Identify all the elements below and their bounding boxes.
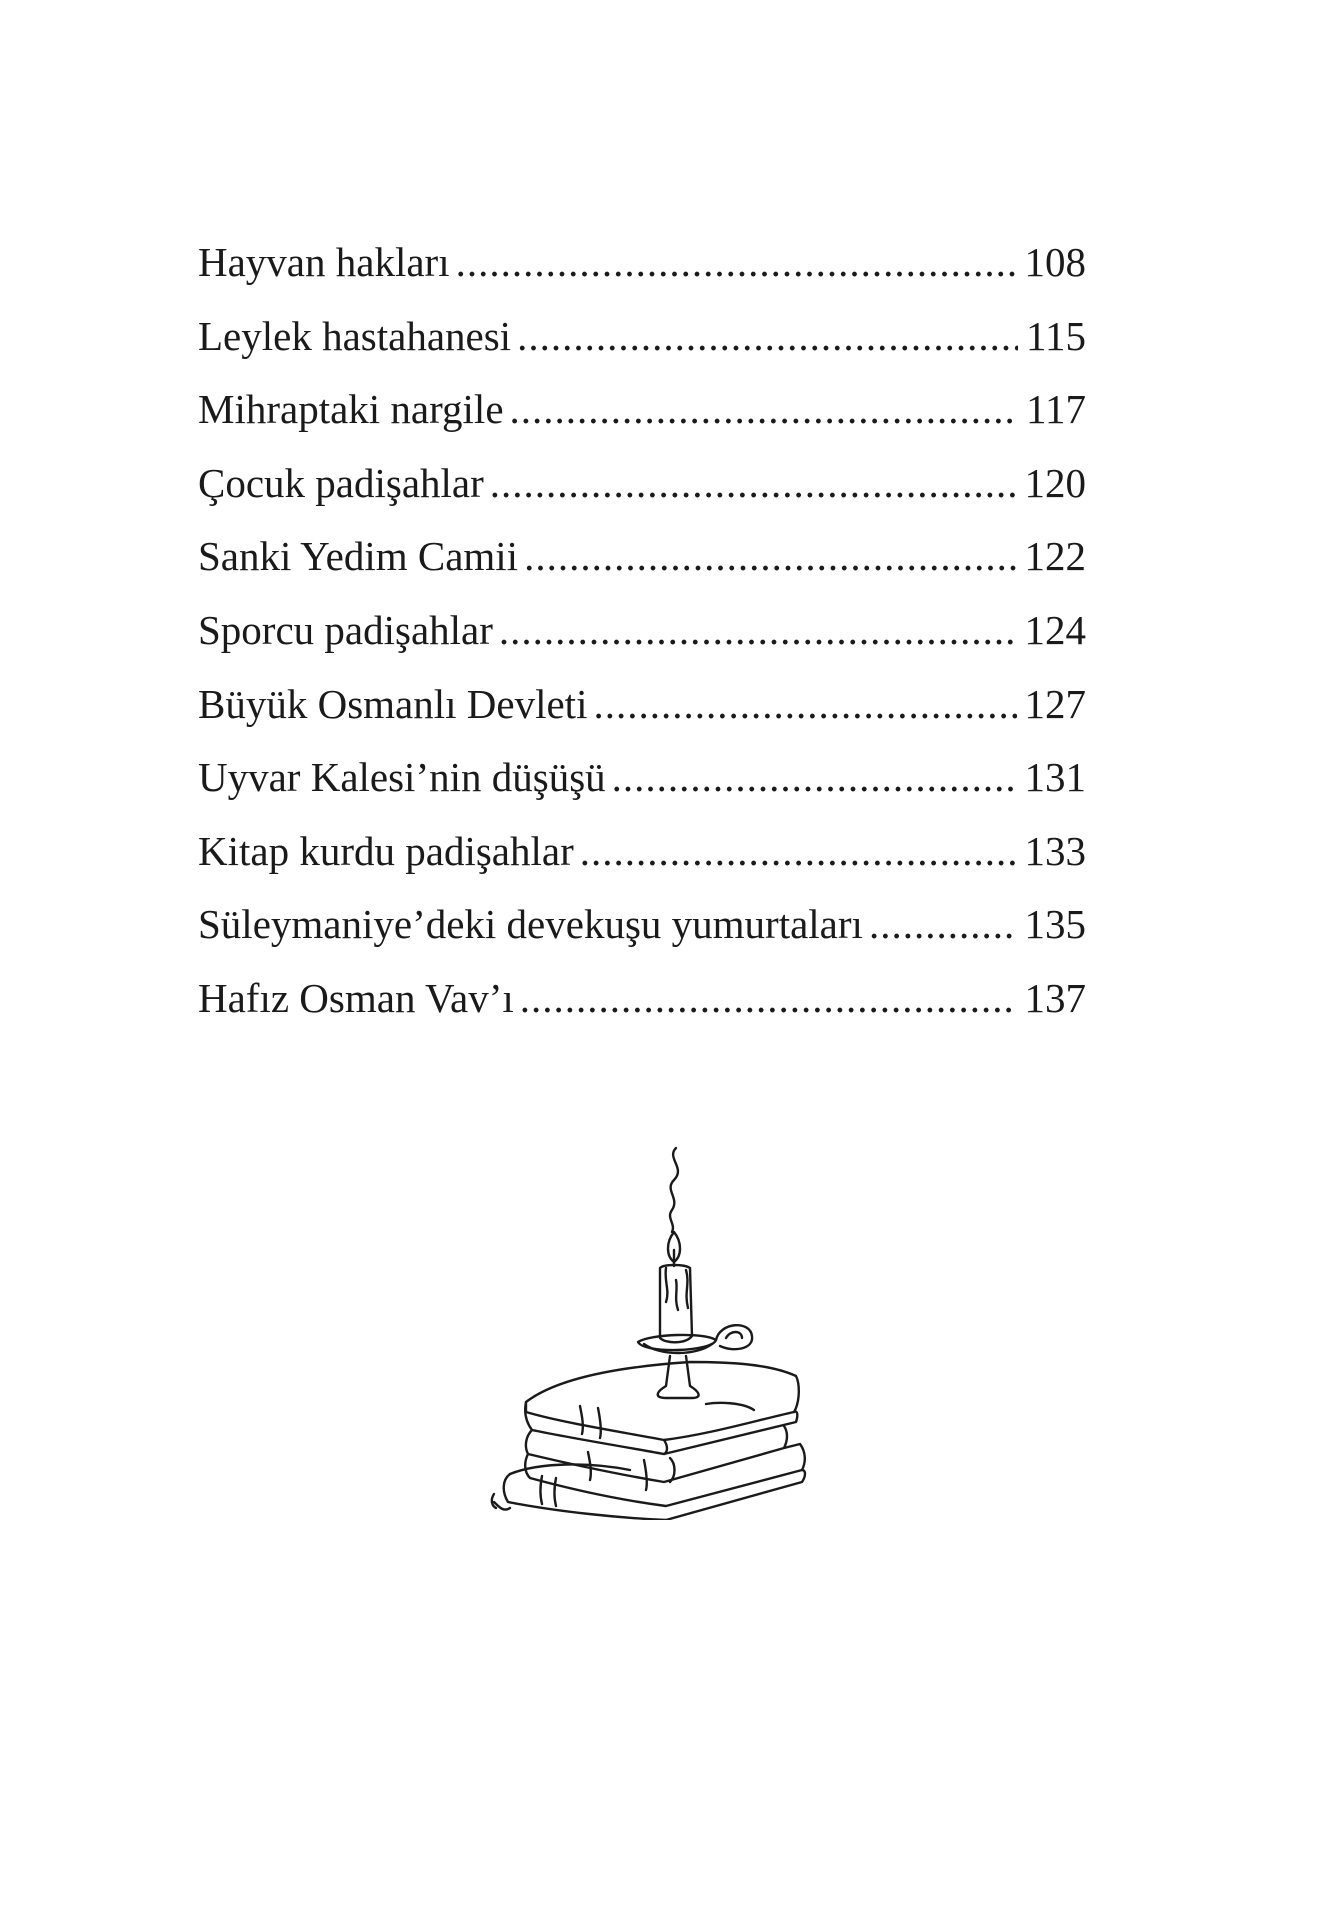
toc-entry-title: Leylek hastahanesi [198, 312, 512, 359]
toc-entry-title: Hafız Osman Vav’ı [198, 974, 514, 1021]
toc-entry-title: Mihraptaki nargile [198, 386, 504, 433]
toc-dot-leader [869, 896, 1017, 952]
toc-entry[interactable] [198, 381, 1086, 455]
toc-entry[interactable] [198, 896, 1086, 970]
toc-entry[interactable] [198, 676, 1086, 750]
toc-dot-leader [612, 749, 1017, 805]
toc-entry-page: 137 [1024, 974, 1086, 1021]
toc-dot-leader [490, 455, 1017, 511]
toc-dot-leader [510, 381, 1018, 437]
toc-entry[interactable] [198, 602, 1086, 676]
toc-dot-leader [524, 528, 1016, 584]
toc-entry-title: Uyvar Kalesi’nin düşüşü [198, 754, 606, 801]
toc-entry-page: 131 [1024, 754, 1086, 801]
toc-dot-leader [520, 970, 1017, 1026]
table-of-contents [198, 234, 1086, 1044]
toc-entry[interactable] [198, 823, 1086, 897]
toc-entry-page: 115 [1026, 312, 1086, 359]
toc-entry-title: Çocuk padişahlar [198, 459, 484, 506]
toc-entry-title: Sanki Yedim Camii [198, 533, 519, 580]
toc-entry-page: 122 [1024, 533, 1086, 580]
toc-entry-title: Hayvan hakları [198, 239, 450, 285]
toc-entry-page: 117 [1026, 386, 1086, 433]
toc-dot-leader [580, 823, 1017, 879]
toc-entry-title: Kitap kurdu padişahlar [198, 827, 574, 874]
toc-entry-title: Büyük Osmanlı Devleti [198, 680, 588, 727]
toc-entry[interactable] [198, 528, 1086, 602]
toc-dot-leader [517, 308, 1018, 364]
toc-entry-page: 127 [1024, 680, 1086, 727]
toc-entry-page: 124 [1024, 606, 1086, 653]
toc-dot-leader [499, 602, 1017, 658]
toc-dot-leader [593, 676, 1016, 732]
toc-dot-leader [456, 234, 1017, 290]
toc-entry-page: 135 [1024, 901, 1086, 948]
toc-entry[interactable] [198, 234, 1086, 308]
toc-entry-title: Süleymaniye’deki devekuşu yumurtaları [198, 901, 863, 948]
toc-entry[interactable] [198, 308, 1086, 382]
candle-on-books-icon [480, 1140, 810, 1520]
toc-entry-page: 120 [1024, 459, 1086, 506]
toc-entry[interactable] [198, 455, 1086, 529]
toc-entry[interactable] [198, 970, 1086, 1044]
toc-entry-title: Sporcu padişahlar [198, 606, 493, 653]
toc-entry[interactable] [198, 749, 1086, 823]
toc-entry-page: 108 [1024, 239, 1086, 285]
toc-entry-page: 133 [1024, 827, 1086, 874]
